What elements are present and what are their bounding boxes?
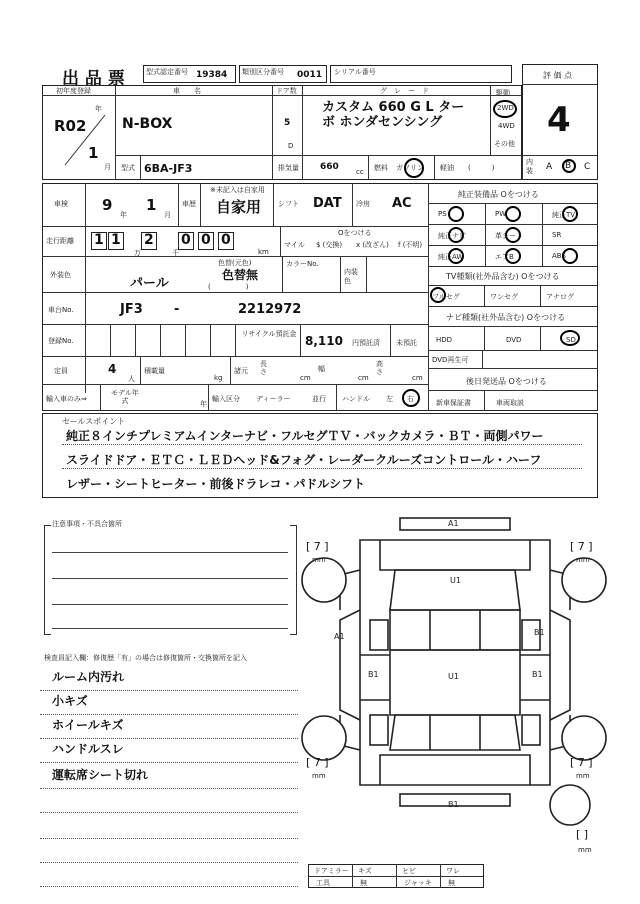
tire-rear-left-unit: mm — [312, 772, 326, 780]
note-dotted-line — [40, 762, 298, 763]
mileage-digit: 0 — [181, 232, 191, 248]
type-cert-value: 19384 — [196, 70, 228, 80]
color-sub-value: 色替無 — [222, 268, 259, 282]
history-label: 車歴 — [182, 200, 196, 208]
fuel-value: ガソリン — [396, 164, 424, 172]
altered-label: x (改ざん) — [356, 241, 389, 249]
note-item: ハンドルスレ — [52, 742, 124, 756]
recycle-label: リサイクル預託金 — [241, 330, 297, 338]
tools-col-line — [440, 864, 441, 888]
model-label: 型式 — [121, 164, 135, 172]
car-name: N-BOX — [122, 116, 173, 132]
swap-label: $ (交換) — [316, 241, 343, 249]
color-paren: ( ) — [208, 283, 249, 291]
handle-left: 左 — [386, 395, 393, 403]
tools-value: 工具 — [316, 879, 330, 887]
handle-label: ハンドル — [342, 395, 370, 403]
capacity-label: 定員 — [54, 367, 68, 375]
chassis-label: 車台No. — [48, 306, 74, 314]
cc-value: 660 — [320, 162, 339, 172]
tire-spare: [ ] — [576, 828, 589, 841]
reg-no-label: 登録No. — [48, 337, 74, 345]
after-title: 後日発送品 Oをつける — [466, 377, 547, 386]
tire-spare-unit: mm — [578, 846, 592, 854]
inspection-month-unit: 月 — [164, 211, 171, 219]
capacity-value: 4 — [108, 362, 117, 376]
tools-col-line — [396, 864, 397, 888]
mark-roof: U1 — [448, 672, 459, 681]
navi-divider — [484, 326, 485, 350]
note-dotted-line — [40, 690, 298, 691]
note-item: ルーム内汚れ — [52, 670, 125, 684]
mileage-digit: 1 — [94, 232, 104, 248]
navi-item: SD — [566, 336, 576, 344]
equip-item: ABS — [552, 252, 566, 260]
light-oil-label: 軽油 — [440, 164, 454, 172]
d-label: D — [288, 142, 294, 150]
equip-row-line — [428, 224, 598, 225]
tools-header: キズ — [358, 867, 372, 875]
fuel-circle — [404, 158, 424, 178]
navi-title: ナビ種類(社外品含む) Oをつける — [446, 313, 566, 322]
ac-value: AC — [392, 196, 412, 211]
drive-4wd: 4WD — [498, 122, 515, 130]
score-label: 評 価 点 — [543, 71, 573, 80]
note-dotted-line — [40, 886, 298, 887]
chassis-number: 2212972 — [238, 302, 302, 317]
mileage-digit: 2 — [144, 232, 154, 248]
tire-rear-right: [ 7 ] — [570, 756, 593, 769]
tv-divider — [484, 285, 485, 306]
inspection-year: 9 — [102, 196, 113, 214]
model-year-label: モデル年式 — [111, 389, 139, 405]
height-label: 高さ — [376, 360, 383, 376]
after-item-manual: 車両取説 — [496, 399, 524, 407]
note-dotted-line — [40, 738, 298, 739]
tools-value: 無 — [360, 879, 367, 887]
note-item: 小キズ — [52, 694, 88, 708]
handle-right: 右 — [407, 395, 414, 403]
import-class-label: 輸入区分 — [212, 395, 240, 403]
first-reg-month: 1 — [88, 144, 99, 162]
mileage-label: 走行距離 — [46, 237, 74, 245]
equipment-title: 純正装備品 Oをつける — [458, 190, 539, 199]
score-value: 4 — [547, 100, 571, 140]
dealer-option: ディーラー — [256, 395, 291, 403]
ac-label: 冷房 — [356, 200, 370, 208]
equip-divider — [485, 203, 486, 266]
equip-item: 純正ナビ — [438, 232, 466, 240]
equip-item: エアB — [495, 253, 514, 261]
tv-item: フルセグ — [432, 293, 460, 301]
parallel-option: 並行 — [312, 395, 326, 403]
km-unit: km — [258, 248, 269, 256]
width-label: 幅 — [318, 365, 325, 373]
model-year-unit: 年 — [200, 400, 207, 408]
recycle-not: 未預託 — [396, 339, 417, 347]
mileage-circle-note: Oをつける — [338, 229, 372, 237]
first-reg-year: R02 — [54, 117, 87, 135]
chassis-prefix: JF3 — [120, 302, 143, 317]
tv-item: アナログ — [546, 293, 574, 301]
unknown-label: f (不明) — [398, 241, 423, 249]
first-reg-label: 初年度登録 — [56, 87, 91, 95]
tv-item: ワンセグ — [490, 293, 518, 301]
note-dotted-line — [40, 862, 298, 863]
fuel-paren: ( ) — [468, 164, 495, 172]
mileage-digit: 0 — [221, 232, 231, 248]
tools-header: ドアミラー — [314, 867, 349, 875]
dvd-label: DVD再生可 — [432, 356, 469, 364]
note-dotted-line — [40, 714, 298, 715]
navi-item: DVD — [506, 336, 522, 344]
length-label: 長さ — [260, 360, 267, 376]
equip-item: PS — [438, 210, 447, 218]
shift-label: シフト — [278, 200, 299, 208]
equip-circle — [505, 206, 521, 222]
tire-front-right: [ 7 ] — [570, 540, 593, 553]
mark-left-fender: A1 — [334, 632, 345, 641]
equip-item: 純正AW — [438, 253, 464, 261]
interior-b: B — [565, 161, 572, 171]
tv-divider — [540, 285, 541, 306]
fuel-label: 燃料 — [374, 164, 388, 172]
grade-value: カスタム 660 G L ターボ ホンダセンシング — [322, 100, 465, 130]
interior-a: A — [546, 162, 553, 172]
load-unit: kg — [214, 374, 223, 382]
cc-unit: cc — [356, 168, 364, 176]
inspector-label: 検査員記入欄：修復歴「有」の場合は修復箇所・交換箇所を記入 — [44, 654, 247, 662]
mark-right-fender: B1 — [534, 628, 545, 637]
class-value: 0011 — [297, 70, 323, 80]
drive-other: その他 — [494, 140, 515, 148]
note-dotted-line — [40, 788, 298, 789]
equip-row-line — [428, 245, 598, 246]
width-unit: cm — [358, 374, 369, 382]
history-note: ※未記入は自家用 — [210, 186, 265, 194]
equip-item: PW — [495, 210, 507, 218]
tire-front-left: [ 7 ] — [306, 540, 329, 553]
equip-item: 革シート — [495, 232, 523, 240]
tools-value: ジャッキ — [404, 879, 432, 887]
inspection-label: 車検 — [54, 200, 68, 208]
tire-rear-right-unit: mm — [576, 772, 590, 780]
inspection-month: 1 — [146, 196, 157, 214]
first-reg-slash — [60, 110, 110, 170]
mark-right-door: B1 — [532, 670, 543, 679]
page-title: 出 品 票 — [62, 69, 125, 89]
note-dotted-line — [40, 838, 298, 839]
drive-2wd: 2WD — [497, 104, 514, 112]
serial-label: シリアル番号 — [334, 68, 376, 76]
note-dotted-line — [40, 812, 298, 813]
color-no-label: カラーNo. — [286, 260, 319, 268]
length-unit: cm — [300, 374, 311, 382]
note-item: ホイールキズ — [52, 718, 124, 732]
chassis-dash: - — [174, 302, 180, 317]
selling-point-line-1: 純正８インチプレミアムインターナビ・フルセグＴＶ・バックカメラ・ＢＴ・両側パワー — [66, 429, 544, 443]
type-cert-label: 型式認定番号 — [146, 68, 188, 76]
ext-color-value: パール — [130, 276, 169, 291]
tools-header: ヒビ — [402, 867, 416, 875]
equip-divider — [542, 203, 543, 266]
tools-header: ワレ — [446, 867, 460, 875]
equip-circle — [448, 206, 464, 222]
notes-label: 注意事項・不具合箇所 — [52, 520, 122, 528]
capacity-unit: 人 — [128, 375, 135, 383]
selling-point-line-2: スライドドア・ＥＴＣ・ＬＥＤヘッド&フォグ・レーダークルーズコントロール・ハーフ — [66, 453, 542, 467]
equip-item: 純正TV — [552, 211, 576, 219]
month-unit: 月 — [104, 163, 111, 171]
tools-col-line — [352, 864, 353, 888]
grade-label: グ レ ー ド — [380, 87, 429, 95]
drive-label: 駆動 — [496, 89, 510, 97]
year-unit: 年 — [95, 105, 102, 113]
man-unit: 万 — [134, 249, 141, 257]
dims-label: 諸元 — [234, 367, 248, 375]
mileage-digit: 0 — [201, 232, 211, 248]
interior-label: 内装 — [526, 158, 533, 175]
doors-label: ドア数 — [276, 87, 297, 95]
navi-item: HDD — [436, 336, 453, 344]
recycle-value: 8,110 — [305, 334, 343, 348]
note-item: 運転席シート切れ — [52, 768, 149, 782]
mileage-digit: 1 — [111, 232, 121, 248]
interior-c: C — [584, 162, 591, 172]
after-item-warranty: 新車保証書 — [436, 399, 471, 407]
load-label: 積載量 — [144, 367, 165, 375]
color-sub-label: 色替(元色) — [218, 259, 252, 267]
tire-front-right-unit: mm — [576, 556, 590, 564]
doors-value: 5 — [284, 118, 291, 128]
navi-divider — [540, 326, 541, 350]
cc-label: 排気量 — [278, 164, 299, 172]
tire-front-left-unit: mm — [312, 556, 326, 564]
selling-points-label: セールスポイント — [62, 417, 126, 426]
shift-value: DAT — [313, 196, 342, 211]
height-unit: cm — [412, 374, 423, 382]
mark-rear-bumper: B1 — [448, 800, 459, 809]
history-value: 自家用 — [216, 198, 262, 216]
model-value: 6BA-JF3 — [144, 162, 193, 175]
class-label: 類別区分番号 — [242, 68, 284, 76]
import-label: 輸入車のみ⇒ — [46, 395, 87, 403]
ext-color-label: 外装色 — [50, 271, 71, 279]
tv-title: TV種類(社外品含む) Oをつける — [446, 272, 560, 281]
sen-unit: 千 — [172, 249, 179, 257]
tire-rear-left: [ 7 ] — [306, 756, 329, 769]
inspection-year-unit: 年 — [120, 211, 127, 219]
tools-value: 無 — [448, 879, 455, 887]
mile-label: マイル — [284, 241, 305, 249]
int-color-label: 内装色 — [344, 268, 358, 285]
mark-left-door: B1 — [368, 670, 379, 679]
recycle-unit: 円預託済 — [352, 339, 380, 347]
equip-item: SR — [552, 231, 562, 239]
car-name-label: 車 名 — [173, 87, 201, 95]
mark-front-bumper: A1 — [448, 519, 459, 528]
mark-bonnet: U1 — [450, 576, 461, 585]
selling-point-line-3: レザー・シートヒーター・前後ドラレコ・パドルシフト — [66, 477, 365, 491]
